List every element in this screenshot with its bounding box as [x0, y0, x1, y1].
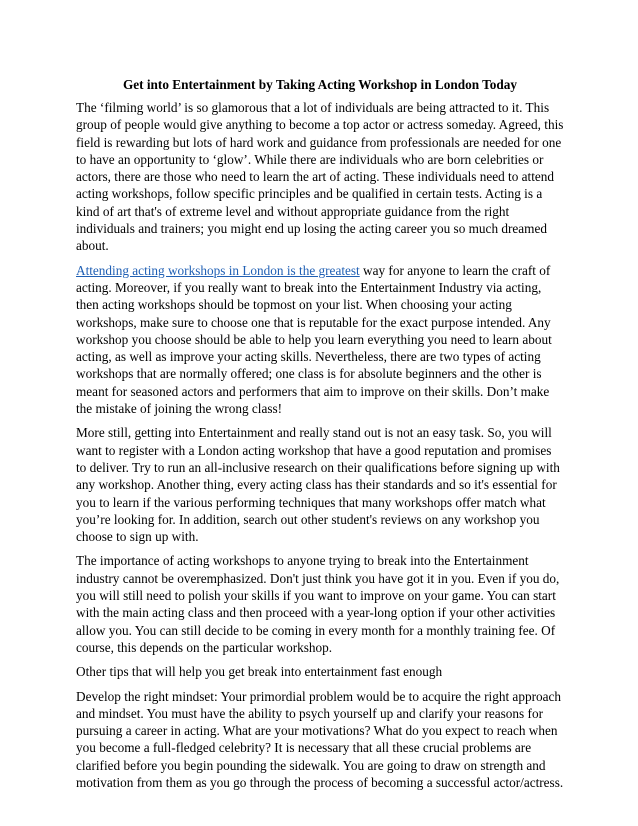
paragraph-mindset: Develop the right mindset: Your primordial problem would be to acquire the right approach and mindset. You must have the ability to psych yourself up and clarify your reasons for pursuing a career in acting. What are your motivations? What do you expect to reach when you become a full-fledged celebrity? It is necessary that all these crucial problems are clarified before you begin pounding the sidewalk. You are going to draw on strength and motivation from them as you go through the process of becoming a successful actor/actress. [76, 688, 564, 790]
paragraph-importance: The importance of acting workshops to anyone trying to break into the Entertainment industry cannot be overemphasized. Don't just think you have got it in you. Even if you do, you will still need to polish your skills if you want to improve on your game. You can start with the main acting class and then proceed with a year-long option if your other activities allow you. You can still decide to be coming in every month for a monthly training fee. Of course, this depends on the particular workshop. [76, 553, 560, 655]
document-title: Get into Entertainment by Taking Acting Workshop in London Today [122, 77, 518, 92]
document-page [76, 76, 564, 798]
paragraph-other-tips: Other tips that will help you get break into entertainment fast enough [76, 664, 443, 680]
paragraph-intro: The ‘filming world’ is so glamorous that a lot of individuals are being attracted to it. This group of people would give anything to become a top actor or actress someday. Agreed, this field is rewarding but lots of hard work and guidance from professionals are needed for one to have an opportunity to ‘glow’. While there are individuals who are born celebrities or actors, there are those who need to learn the art of acting. These individuals need to attend acting workshops, follow specific principles and be qualified in certain tests. Acting is a kind of art that's of extreme level and without appropriate guidance from the right individuals and trainers; you might end up losing the acting career you so much dreamed about. [76, 100, 564, 254]
paragraph-workshops-text: way for anyone to learn the craft of acting. Moreover, if you really want to break into the Entertainment Industry via acting, then acting workshops should be topmost on your list. When choosing your acting workshops, make sure to choose one that is reputable for the exact purpose intended. Any workshop you choose should be able to help you learn everything you need to learn about acting, as well as improve your acting skills. Nevertheless, there are two types of acting workshops that are normally offered; one class is for absolute beginners and the other is meant for seasoned actors and performers that aim to improve on their skills. Don’t make the mistake of joining the wrong class! [76, 262, 552, 417]
paragraph-workshops [76, 262, 564, 418]
paragraph-stand-out: More still, getting into Entertainment and really stand out is not an easy task. So, you will want to register with a London acting workshop that have a good reputation and promises to deliver. Try to run an all-inclusive research on their qualifications before signing up with any workshop. Another thing, every acting class has their standards and so it's essential for you to learn if the various performing techniques that many workshops offer match what you’re looking for. In addition, search out other student's reviews on any workshop you choose to sign up with. [76, 425, 560, 545]
workshops-link[interactable]: Attending acting workshops in London is the greatest [76, 262, 360, 278]
